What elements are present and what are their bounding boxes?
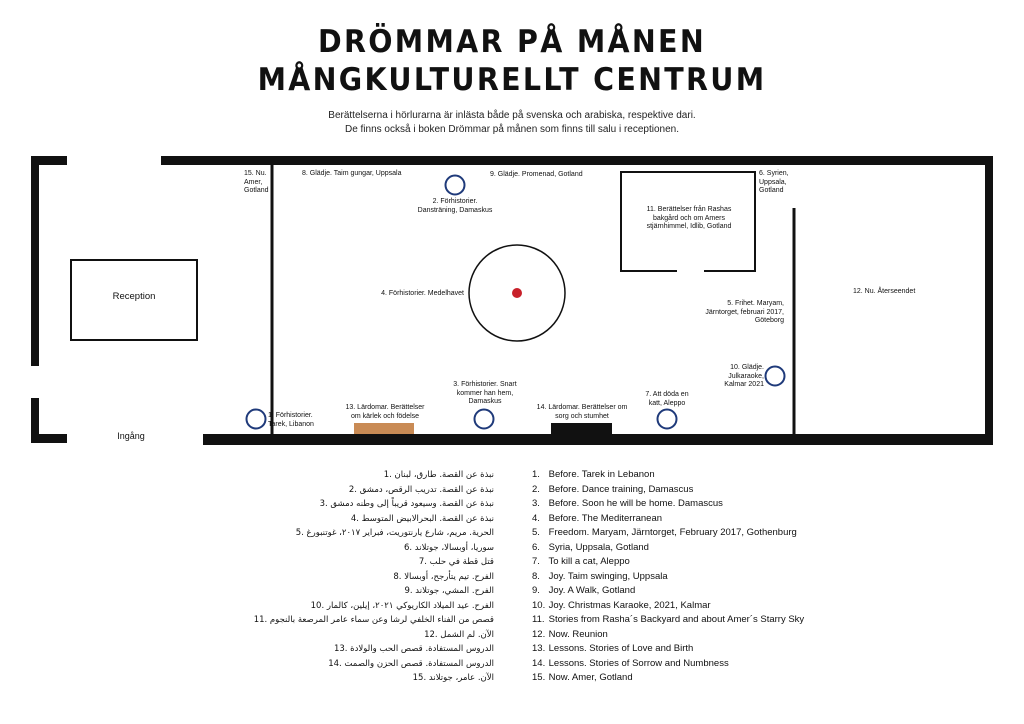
station-12-label: 12. Nu. Återseendet bbox=[853, 288, 916, 295]
legend-en-item: 4. Before. The Mediterranean bbox=[532, 512, 663, 524]
station-11-label: 11. Berättelser från Rashas bakgård och om Amers stjärnhimmel, Idlib, Gotland bbox=[646, 206, 732, 230]
legend-ar-item: نبذة عن القصة. طارق، لبنان .1 bbox=[383, 470, 494, 480]
legend-en-item: 13. Lessons. Stories of Love and Birth bbox=[532, 643, 694, 654]
station-1-label: 1. Förhistorier. Tarek, Libanon bbox=[268, 412, 314, 428]
legend-en-item: 7. To kill a cat, Aleppo bbox=[532, 556, 630, 567]
legend-ar-item: الدروس المستفادة. قصص الحزن والصمت .14 bbox=[328, 658, 494, 669]
station-15-label: 15. Nu. Amer, Gotland bbox=[244, 170, 269, 194]
legend-ar-item: نبذة عن القصة. وسيعود قريباً إلى وطنه دمشق .3 bbox=[319, 499, 494, 509]
wall-bottom-main bbox=[203, 434, 993, 445]
station-4-label: 4. Förhistorier. Medelhavet bbox=[381, 290, 464, 297]
legend-ar-item: الفرح. تيم يتأرجح، أوبسالا .8 bbox=[393, 571, 494, 582]
legend-ar-item: نبذة عن القصة. البحرالابيض المتوسط .4 bbox=[350, 513, 494, 524]
legend-arabic bbox=[230, 468, 494, 686]
listening-station-7 bbox=[658, 410, 677, 429]
wall-left-upper bbox=[31, 156, 39, 366]
legend-ar-item: الآن. لم الشمل .12 bbox=[424, 629, 494, 640]
legend-en-item: 11. Stories from Rasha´s Backyard and about Amer´s Starry Sky bbox=[532, 614, 805, 625]
station-6-label: 6. Syrien, Uppsala, Gotland bbox=[759, 170, 789, 194]
station-7-label: 7. Att döda en katt, Aleppo bbox=[645, 391, 689, 407]
listening-station-2 bbox=[446, 176, 465, 195]
center-dot bbox=[512, 288, 522, 298]
station-8-label: 8. Glädje. Taim gungar, Uppsala bbox=[302, 170, 402, 177]
listening-station-1 bbox=[247, 410, 266, 429]
legend-en-item: 2. Before. Dance training, Damascus bbox=[532, 483, 694, 495]
wall-right bbox=[985, 156, 993, 445]
legend-en-item: 1. Before. Tarek in Lebanon bbox=[532, 469, 655, 480]
station-5-label: 5. Frihet. Maryam, Järntorget, februari 2017, Göteborg bbox=[705, 300, 784, 324]
legend-en-item: 14. Lessons. Stories of Sorrow and Numbness bbox=[532, 657, 729, 669]
legend-en-item: 9. Joy. A Walk, Gotland bbox=[532, 585, 636, 596]
legend-ar-item: الدروس المستفادة. قصص الحب والولادة .13 bbox=[333, 644, 494, 654]
legend-ar-item: قصص من الفناء الخلفي لرشا وعن سماء عامر المرصعة بالنجوم .11 bbox=[253, 615, 494, 625]
legend-ar-item: قتل قطة في حلب .7 bbox=[418, 557, 494, 567]
legend-en-item: 3. Before. Soon he will be home. Damascus bbox=[532, 498, 723, 509]
legend-ar-item: الفرح. عيد الميلاد الكاريوكي ٢٠٢١، إيلين، كالمار .10 bbox=[310, 600, 494, 611]
legend-en-item: 12. Now. Reunion bbox=[532, 628, 608, 640]
station-10-label: 10. Glädje. Julkaraoke, Kalmar 2021 bbox=[724, 364, 764, 388]
legend-en-item: 8. Joy. Taim swinging, Uppsala bbox=[532, 570, 668, 582]
station-9-label: 9. Glädje. Promenad, Gotland bbox=[490, 171, 583, 178]
page-title-line-1: DRÖMMAR PÅ MÅNEN bbox=[318, 24, 706, 60]
legend-en-item: 5. Freedom. Maryam, Järntorget, February 2017, Gothenburg bbox=[532, 527, 797, 538]
reception-label: Reception bbox=[112, 291, 156, 302]
subtitle-line-2: De finns också i boken Drömmar på månen som finns till salu i receptionen. bbox=[344, 124, 680, 135]
legend-ar-item: نبذة عن القصة. تدريب الرقص، دمشق .2 bbox=[348, 484, 494, 495]
listening-station-3 bbox=[475, 410, 494, 429]
station-14-label: 14. Lärdomar. Berättelser om sorg och stumhet bbox=[536, 404, 628, 420]
legend-english bbox=[532, 468, 862, 686]
page-title-line-2: MÅNGKULTURELLT CENTRUM bbox=[257, 62, 767, 98]
wall-top-main bbox=[161, 156, 993, 165]
legend-ar-item: سوريا، أوبسالا، جوتلاند .6 bbox=[403, 542, 494, 553]
entrance-label: Ingång bbox=[117, 431, 145, 441]
legend-en-item: 10. Joy. Christmas Karaoke, 2021, Kalmar bbox=[532, 599, 711, 611]
legend-ar-item: الآن. عامر، جوتلاند .15 bbox=[412, 673, 494, 683]
legend-ar-item: الحرية. مريم، شارع يارنتوريت، فبراير ٢٠١٧، غوتنبورغ .5 bbox=[295, 528, 494, 538]
station-13-label: 13. Lärdomar. Berättelser om kärlek och födelse bbox=[345, 404, 425, 420]
station-2-label: 2. Förhistorier. Dansträning, Damaskus bbox=[417, 198, 493, 214]
station-3-label: 3. Förhistorier. Snart kommer han hem, Damaskus bbox=[453, 381, 517, 405]
wall-bottom-left bbox=[31, 434, 67, 443]
legend-en-item: 6. Syria, Uppsala, Gotland bbox=[532, 541, 649, 553]
listening-station-10 bbox=[766, 367, 785, 386]
subtitle-line-1: Berättelserna i hörlurarna är inlästa både på svenska och arabiska, respektive dari. bbox=[328, 110, 696, 121]
bench-13 bbox=[354, 423, 414, 434]
legend-en-item: 15. Now. Amer, Gotland bbox=[532, 672, 633, 683]
bench-14 bbox=[551, 423, 612, 434]
legend-ar-item: الفرح. المشي، جوتلاند .9 bbox=[404, 586, 494, 596]
